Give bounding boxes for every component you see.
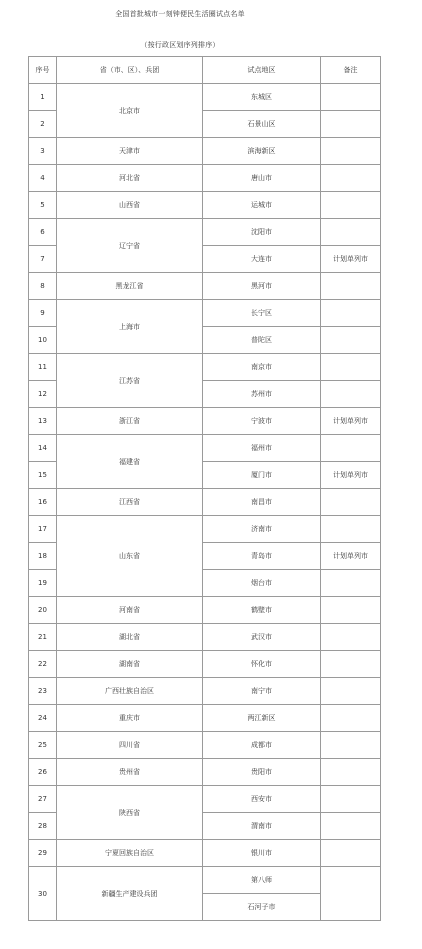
row-number: 21 <box>29 624 57 651</box>
table-row <box>29 165 381 192</box>
row-number: 7 <box>29 246 57 273</box>
table-row <box>29 759 381 786</box>
row-pilot-area: 普陀区 <box>203 327 321 354</box>
row-pilot-area: 苏州市 <box>203 381 321 408</box>
row-pilot-area: 石景山区 <box>203 111 321 138</box>
table-row <box>29 273 381 300</box>
table-row <box>29 705 381 732</box>
row-note: 计划单列市 <box>321 408 381 435</box>
table-row <box>29 786 381 813</box>
pilot-area-line: 石河子市 <box>203 893 320 920</box>
row-province: 浙江省 <box>57 408 203 435</box>
row-province: 重庆市 <box>57 705 203 732</box>
table-row <box>29 840 381 867</box>
table-row <box>29 354 381 381</box>
row-number: 30 <box>29 867 57 921</box>
row-province: 河南省 <box>57 597 203 624</box>
table-row <box>29 192 381 219</box>
row-number: 29 <box>29 840 57 867</box>
row-province: 宁夏回族自治区 <box>57 840 203 867</box>
row-number: 27 <box>29 786 57 813</box>
row-province: 湖南省 <box>57 651 203 678</box>
row-pilot-area: 南昌市 <box>203 489 321 516</box>
row-note <box>321 273 381 300</box>
row-note <box>321 651 381 678</box>
row-number: 13 <box>29 408 57 435</box>
row-pilot-area: 黑河市 <box>203 273 321 300</box>
row-pilot-area: 渭南市 <box>203 813 321 840</box>
row-note <box>321 300 381 327</box>
row-province: 上海市 <box>57 300 203 354</box>
row-note <box>321 138 381 165</box>
row-note: 计划单列市 <box>321 543 381 570</box>
row-note <box>321 219 381 246</box>
row-note <box>321 867 381 921</box>
row-pilot-area: 西安市 <box>203 786 321 813</box>
table-row <box>29 300 381 327</box>
row-pilot-area: 怀化市 <box>203 651 321 678</box>
row-number: 12 <box>29 381 57 408</box>
row-province: 四川省 <box>57 732 203 759</box>
row-pilot-area: 沈阳市 <box>203 219 321 246</box>
row-pilot-area: 宁波市 <box>203 408 321 435</box>
row-note <box>321 165 381 192</box>
row-note: 计划单列市 <box>321 462 381 489</box>
row-number: 25 <box>29 732 57 759</box>
row-number: 8 <box>29 273 57 300</box>
table-row <box>29 516 381 543</box>
row-note <box>321 840 381 867</box>
row-note <box>321 111 381 138</box>
header-number: 序号 <box>29 57 57 84</box>
table-row <box>29 597 381 624</box>
row-pilot-area: 武汉市 <box>203 624 321 651</box>
header-note: 备注 <box>321 57 381 84</box>
table-body <box>29 84 381 921</box>
table-row <box>29 435 381 462</box>
row-number: 15 <box>29 462 57 489</box>
row-note <box>321 327 381 354</box>
row-note <box>321 786 381 813</box>
row-number: 14 <box>29 435 57 462</box>
row-pilot-area: 运城市 <box>203 192 321 219</box>
row-note <box>321 435 381 462</box>
table-row <box>29 678 381 705</box>
table-row <box>29 651 381 678</box>
row-number: 16 <box>29 489 57 516</box>
row-number: 28 <box>29 813 57 840</box>
row-note <box>321 516 381 543</box>
row-pilot-area: 福州市 <box>203 435 321 462</box>
table-row <box>29 138 381 165</box>
row-number: 17 <box>29 516 57 543</box>
table-row <box>29 219 381 246</box>
row-note <box>321 354 381 381</box>
table-header-row <box>29 57 381 84</box>
row-number: 6 <box>29 219 57 246</box>
row-number: 11 <box>29 354 57 381</box>
row-province: 山东省 <box>57 516 203 597</box>
row-number: 22 <box>29 651 57 678</box>
row-pilot-area: 唐山市 <box>203 165 321 192</box>
row-number: 18 <box>29 543 57 570</box>
row-pilot-area: 南宁市 <box>203 678 321 705</box>
row-note <box>321 813 381 840</box>
pilot-list-table <box>28 56 381 921</box>
row-number: 24 <box>29 705 57 732</box>
row-number: 26 <box>29 759 57 786</box>
row-province: 河北省 <box>57 165 203 192</box>
header-pilot-area: 试点地区 <box>203 57 321 84</box>
table-row <box>29 624 381 651</box>
row-number: 20 <box>29 597 57 624</box>
row-note <box>321 84 381 111</box>
row-province: 辽宁省 <box>57 219 203 273</box>
row-number: 10 <box>29 327 57 354</box>
row-number: 9 <box>29 300 57 327</box>
document-subtitle: （按行政区划序列排序） <box>140 41 220 49</box>
row-province: 新疆生产建设兵团 <box>57 867 203 921</box>
row-province: 山西省 <box>57 192 203 219</box>
row-pilot-area: 贵阳市 <box>203 759 321 786</box>
row-pilot-area: 厦门市 <box>203 462 321 489</box>
row-province: 陕西省 <box>57 786 203 840</box>
row-note <box>321 597 381 624</box>
row-number: 4 <box>29 165 57 192</box>
row-province: 北京市 <box>57 84 203 138</box>
header-province: 省（市、区）、兵团 <box>57 57 203 84</box>
row-note: 计划单列市 <box>321 246 381 273</box>
row-pilot-area: 烟台市 <box>203 570 321 597</box>
row-pilot-area: 青岛市 <box>203 543 321 570</box>
row-province: 湖北省 <box>57 624 203 651</box>
row-pilot-area: 济南市 <box>203 516 321 543</box>
document-title: 全国首批城市一刻钟便民生活圈试点名单 <box>115 10 245 18</box>
table-row <box>29 489 381 516</box>
row-pilot-area: 滨海新区 <box>203 138 321 165</box>
row-pilot-area: 南京市 <box>203 354 321 381</box>
row-pilot-area: 鹤壁市 <box>203 597 321 624</box>
row-pilot-area <box>203 867 321 921</box>
row-note <box>321 570 381 597</box>
row-note <box>321 192 381 219</box>
row-province: 福建省 <box>57 435 203 489</box>
row-note <box>321 732 381 759</box>
row-note <box>321 624 381 651</box>
pilot-area-line: 第八师 <box>251 876 272 884</box>
row-note <box>321 381 381 408</box>
row-province: 天津市 <box>57 138 203 165</box>
table-row <box>29 84 381 111</box>
row-province: 贵州省 <box>57 759 203 786</box>
row-number: 3 <box>29 138 57 165</box>
row-province: 江苏省 <box>57 354 203 408</box>
row-number: 5 <box>29 192 57 219</box>
row-pilot-area: 两江新区 <box>203 705 321 732</box>
table-row <box>29 408 381 435</box>
row-pilot-area: 东城区 <box>203 84 321 111</box>
row-province: 广西壮族自治区 <box>57 678 203 705</box>
row-note <box>321 759 381 786</box>
row-number: 1 <box>29 84 57 111</box>
table-row <box>29 732 381 759</box>
row-pilot-area: 大连市 <box>203 246 321 273</box>
row-pilot-area: 长宁区 <box>203 300 321 327</box>
row-note <box>321 705 381 732</box>
row-province: 江西省 <box>57 489 203 516</box>
row-number: 19 <box>29 570 57 597</box>
row-note <box>321 489 381 516</box>
row-province: 黑龙江省 <box>57 273 203 300</box>
row-pilot-area: 成都市 <box>203 732 321 759</box>
row-number: 2 <box>29 111 57 138</box>
row-number: 23 <box>29 678 57 705</box>
row-pilot-area: 银川市 <box>203 840 321 867</box>
table-row <box>29 867 381 921</box>
row-note <box>321 678 381 705</box>
